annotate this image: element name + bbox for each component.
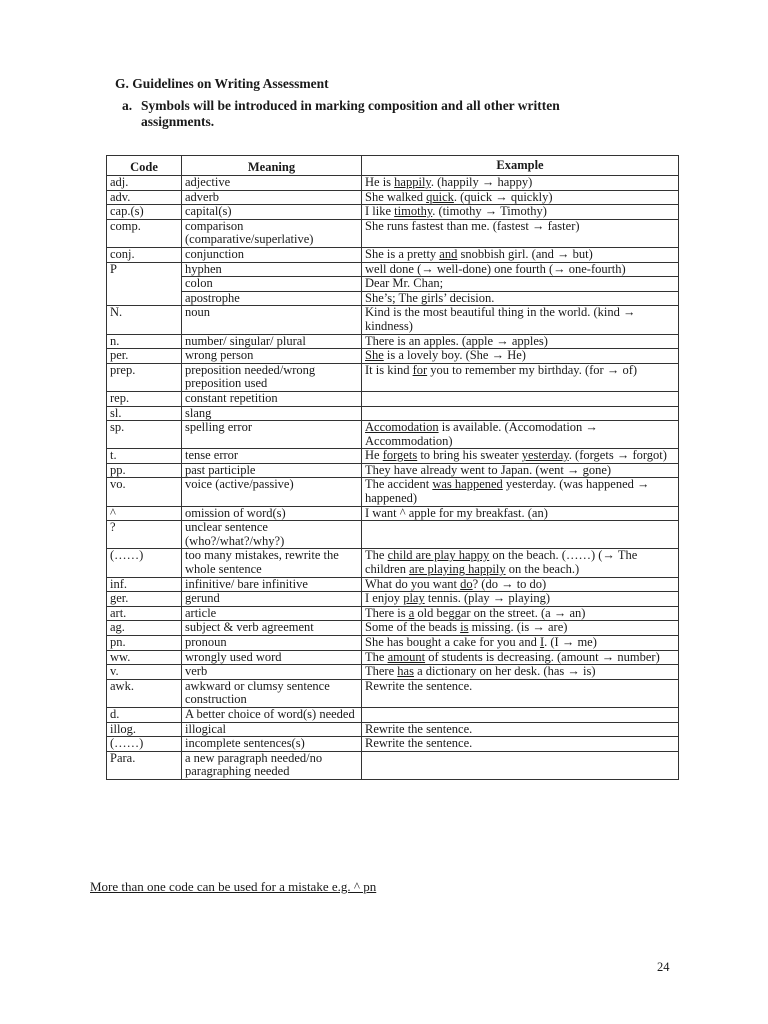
meaning-cell: illogical [182, 722, 362, 737]
example-text: is available. (Accomodation → Accommodation) [365, 420, 598, 448]
code-cell: comp. [107, 219, 182, 247]
example-text: I enjoy [365, 591, 404, 606]
example-text: on the beach. (……) (→ The children [365, 548, 638, 577]
code-cell: pp. [107, 463, 182, 478]
example-cell [362, 549, 679, 577]
example-text: a dictionary on her desk. (has → is) [413, 664, 596, 679]
subsection-text: Symbols will be introduced in marking composition and all other written assignments. [141, 98, 560, 129]
example-cell [362, 737, 679, 752]
table-row [107, 521, 679, 549]
underlined-error: yesterday [521, 448, 569, 463]
example-text: They have already went to Japan. (went → gone) [365, 462, 612, 477]
example-text: Rewrite the sentence. [365, 736, 473, 751]
example-text: you to remember my birthday. (for → of) [427, 362, 638, 377]
example-text: It is kind [365, 362, 413, 377]
table-row [107, 722, 679, 737]
code-cell: t. [107, 449, 182, 464]
meaning-cell: adjective [182, 176, 362, 191]
section-heading: G. Guidelines on Writing Assessment [115, 76, 329, 91]
table-row [107, 247, 679, 262]
example-text: is a lovely boy. (She → He) [383, 348, 526, 363]
example-text: She’s; The girls’ decision. [365, 290, 495, 305]
example-cell [362, 306, 679, 334]
table-row [107, 262, 679, 277]
meaning-cell: omission of word(s) [182, 506, 362, 521]
table-row [107, 449, 679, 464]
example-cell [362, 262, 679, 277]
meaning-cell: noun [182, 306, 362, 334]
example-text: He is [365, 175, 395, 189]
example-text: Rewrite the sentence. [365, 721, 473, 736]
example-text: to bring his sweater [417, 448, 522, 463]
table-row [107, 650, 679, 665]
meaning-cell: apostrophe [182, 291, 362, 306]
example-text: He [365, 448, 383, 463]
underlined-error: She [365, 348, 384, 363]
example-cell [362, 349, 679, 364]
example-text: ? (do → to do) [472, 576, 547, 591]
meaning-cell: conjunction [182, 247, 362, 262]
table-row [107, 291, 679, 306]
example-text: well done (→ well-done) one fourth (→ one-fourth) [365, 261, 626, 276]
example-cell [362, 665, 679, 680]
example-cell [362, 650, 679, 665]
marking-codes-table [106, 155, 679, 780]
meaning-cell: incomplete sentences(s) [182, 737, 362, 752]
code-cell: conj. [107, 247, 182, 262]
table-row [107, 334, 679, 349]
meaning-cell: spelling error [182, 421, 362, 449]
underlined-error: a [408, 605, 415, 620]
meaning-cell: hyphen [182, 262, 362, 277]
example-cell [362, 277, 679, 292]
example-cell [362, 363, 679, 391]
code-cell: v. [107, 665, 182, 680]
example-text: . (timothy → Timothy) [432, 204, 547, 219]
meaning-cell: comparison (comparative/superlative) [182, 219, 362, 247]
table-row [107, 219, 679, 247]
meaning-cell: past participle [182, 463, 362, 478]
example-cell [362, 291, 679, 306]
example-cell [362, 577, 679, 592]
table-row [107, 363, 679, 391]
code-cell: P [107, 262, 182, 306]
table-row [107, 506, 679, 521]
example-text: Dear Mr. Chan; [365, 276, 444, 291]
underlined-error: play [403, 591, 425, 606]
column-header-meaning: Meaning [182, 156, 362, 176]
table-row [107, 636, 679, 651]
example-text: There is [365, 605, 409, 620]
code-cell: ger. [107, 592, 182, 607]
meaning-cell: capital(s) [182, 205, 362, 220]
code-cell: prep. [107, 363, 182, 391]
underlined-error: is [460, 620, 469, 635]
page-number: 24 [657, 960, 670, 974]
example-text: She is a pretty [365, 246, 440, 261]
example-text: . (quick → quickly) [453, 189, 553, 204]
underlined-error: I [539, 635, 545, 649]
underlined-error: child are play happy [387, 548, 490, 563]
example-cell [362, 176, 679, 191]
example-text: The accident [365, 477, 433, 492]
code-cell: adv. [107, 190, 182, 205]
example-text: . (happily → happy) [430, 175, 533, 189]
table-row [107, 349, 679, 364]
underlined-error: amount [387, 649, 426, 664]
table-row [107, 406, 679, 421]
code-cell: N. [107, 306, 182, 334]
example-text: tennis. (play → playing) [424, 591, 551, 606]
underlined-error: was happened [432, 477, 503, 492]
example-cell [362, 406, 679, 421]
code-cell: cap.(s) [107, 205, 182, 220]
underlined-error: timothy [394, 204, 433, 219]
meaning-cell: too many mistakes, rewrite the whole sentence [182, 549, 362, 577]
example-text: The [365, 649, 388, 664]
table-row [107, 463, 679, 478]
example-text: I want ^ apple for my breakfast. (an) [365, 505, 548, 520]
code-cell: ww. [107, 650, 182, 665]
table-body [107, 176, 679, 780]
code-cell: art. [107, 606, 182, 621]
code-cell: inf. [107, 577, 182, 592]
table-row [107, 421, 679, 449]
example-text: There [365, 664, 398, 679]
code-cell: awk. [107, 679, 182, 707]
table-row [107, 306, 679, 334]
code-cell: vo. [107, 478, 182, 506]
code-cell: d. [107, 707, 182, 722]
underlined-error: quick [426, 189, 454, 204]
underlined-error: for [412, 362, 428, 377]
table-row [107, 478, 679, 506]
table-row [107, 190, 679, 205]
table-row [107, 577, 679, 592]
example-text: on the beach.) [505, 562, 580, 577]
subsection-heading [122, 98, 592, 130]
footer-note: More than one code can be used for a mistake e.g. ^ pn [90, 879, 377, 894]
meaning-cell: a new paragraph needed/no paragraphing needed [182, 751, 362, 779]
meaning-cell: pronoun [182, 636, 362, 651]
example-cell [362, 621, 679, 636]
meaning-cell: tense error [182, 449, 362, 464]
example-cell [362, 463, 679, 478]
example-text: She has bought a cake for you and [365, 635, 540, 649]
table-row [107, 679, 679, 707]
meaning-cell: gerund [182, 592, 362, 607]
table-row [107, 665, 679, 680]
code-cell: rep. [107, 391, 182, 406]
example-cell [362, 707, 679, 722]
code-cell: adj. [107, 176, 182, 191]
meaning-cell: awkward or clumsy sentence construction [182, 679, 362, 707]
example-cell [362, 751, 679, 779]
example-cell [362, 449, 679, 464]
meaning-cell: infinitive/ bare infinitive [182, 577, 362, 592]
meaning-cell: constant repetition [182, 391, 362, 406]
table-row [107, 176, 679, 191]
column-header-code: Code [107, 156, 182, 176]
table-row [107, 592, 679, 607]
example-cell [362, 478, 679, 506]
underlined-error: has [397, 664, 414, 679]
underlined-error: Accomodation [365, 420, 439, 435]
meaning-cell: subject & verb agreement [182, 621, 362, 636]
example-text: The [365, 548, 388, 563]
code-cell: Para. [107, 751, 182, 779]
example-text: yesterday. (was happened → happened) [365, 477, 650, 506]
underlined-error: happily [394, 175, 431, 189]
table-row [107, 277, 679, 292]
meaning-cell: wrong person [182, 349, 362, 364]
example-cell [362, 247, 679, 262]
table-row [107, 707, 679, 722]
example-cell [362, 679, 679, 707]
code-cell: ^ [107, 506, 182, 521]
underlined-error: forgets [382, 448, 418, 463]
example-text: . (forgets → forgot) [568, 448, 667, 463]
code-cell: illog. [107, 722, 182, 737]
code-cell: pn. [107, 636, 182, 651]
example-text: What do you want [365, 576, 461, 591]
example-cell [362, 391, 679, 406]
code-cell: ? [107, 521, 182, 549]
example-text: There is an apples. (apple → apples) [365, 333, 548, 348]
example-cell [362, 506, 679, 521]
example-text: She runs fastest than me. (fastest → faster) [365, 218, 580, 233]
meaning-cell: preposition needed/wrong preposition used [182, 363, 362, 391]
example-cell [362, 521, 679, 549]
example-cell [362, 190, 679, 205]
example-cell [362, 334, 679, 349]
code-cell: ag. [107, 621, 182, 636]
meaning-cell: slang [182, 406, 362, 421]
example-cell [362, 722, 679, 737]
example-text: snobbish girl. (and → but) [457, 246, 593, 261]
subsection-marker: a. [122, 98, 133, 113]
table-row [107, 549, 679, 577]
example-cell [362, 592, 679, 607]
example-cell [362, 636, 679, 651]
example-text: Some of the beads [365, 620, 461, 635]
code-cell: n. [107, 334, 182, 349]
meaning-cell: verb [182, 665, 362, 680]
example-text: I like [365, 204, 395, 219]
table-row [107, 391, 679, 406]
column-header-example: Example [362, 156, 679, 176]
example-text: Rewrite the sentence. [365, 678, 473, 693]
meaning-cell: unclear sentence (who?/what?/why?) [182, 521, 362, 549]
example-cell [362, 421, 679, 449]
table-row [107, 751, 679, 779]
code-cell: per. [107, 349, 182, 364]
underlined-error: and [439, 246, 458, 261]
meaning-cell: colon [182, 277, 362, 292]
code-cell: (……) [107, 549, 182, 577]
example-text: missing. (is → are) [468, 620, 568, 635]
table-row [107, 737, 679, 752]
underlined-error: do [460, 576, 473, 591]
code-cell: (……) [107, 737, 182, 752]
table-row [107, 606, 679, 621]
meaning-cell: voice (active/passive) [182, 478, 362, 506]
example-text: . (I → me) [544, 635, 597, 649]
example-text: Kind is the most beautiful thing in the world. (kind → kindness) [365, 305, 636, 333]
underlined-error: are playing happily [409, 562, 506, 577]
meaning-cell: A better choice of word(s) needed [182, 707, 362, 722]
example-text: old beggar on the street. (a → an) [414, 605, 586, 620]
example-text: of students is decreasing. (amount → number) [425, 649, 660, 664]
meaning-cell: adverb [182, 190, 362, 205]
meaning-cell: article [182, 606, 362, 621]
table-row [107, 621, 679, 636]
table-row [107, 205, 679, 220]
meaning-cell: number/ singular/ plural [182, 334, 362, 349]
example-cell [362, 219, 679, 247]
example-text: She walked [365, 189, 427, 204]
meaning-cell: wrongly used word [182, 650, 362, 665]
table-header-row [107, 156, 679, 176]
example-cell [362, 205, 679, 220]
code-cell: sp. [107, 421, 182, 449]
example-cell [362, 606, 679, 621]
code-cell: sl. [107, 406, 182, 421]
